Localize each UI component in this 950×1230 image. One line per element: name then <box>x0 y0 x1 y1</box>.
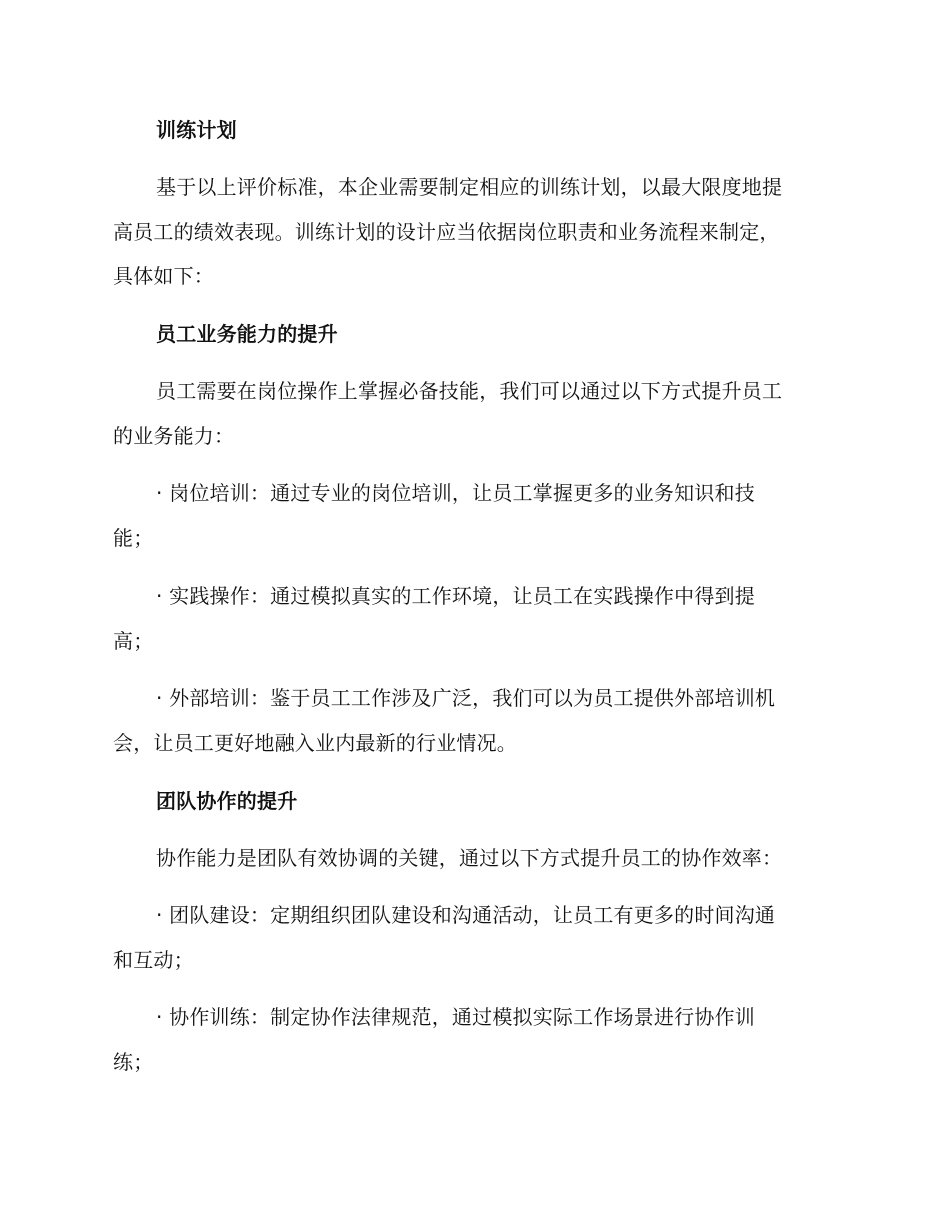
list-item-continuation: 和互动； <box>113 948 194 972</box>
list-item-external-training: · 外部培训：鉴于员工工作涉及广泛，我们可以为员工提供外部培训机 <box>156 686 776 710</box>
heading-business-ability: 员工业务能力的提升 <box>156 322 338 346</box>
list-item-practice: · 实践操作：通过模拟真实的工作环境，让员工在实践操作中得到提 <box>156 584 755 608</box>
list-item-continuation: 能； <box>113 526 154 550</box>
paragraph-line: 协作能力是团队有效协调的关键，通过以下方式提升员工的协作效率： <box>156 846 783 870</box>
list-item-collaboration-training: · 协作训练：制定协作法律规范，通过模拟实际工作场景进行协作训 <box>156 1005 755 1029</box>
paragraph-line: 基于以上评价标准，本企业需要制定相应的训练计划，以最大限度地提 <box>156 175 783 199</box>
list-item-job-training: · 岗位培训：通过专业的岗位培训，让员工掌握更多的业务知识和技 <box>156 481 755 505</box>
heading-team-collaboration: 团队协作的提升 <box>156 789 298 813</box>
list-item-continuation: 高； <box>113 629 154 653</box>
paragraph-line: 的业务能力： <box>113 424 235 448</box>
list-item-team-building: · 团队建设：定期组织团队建设和沟通活动，让员工有更多的时间沟通 <box>156 903 776 927</box>
heading-training-plan: 训练计划 <box>156 118 237 142</box>
paragraph-line: 高员工的绩效表现。训练计划的设计应当依据岗位职责和业务流程来制定， <box>113 220 780 244</box>
paragraph-line: 员工需要在岗位操作上掌握必备技能，我们可以通过以下方式提升员工 <box>156 379 783 403</box>
list-item-continuation: 会，让员工更好地融入业内最新的行业情况。 <box>113 731 517 755</box>
paragraph-line: 具体如下： <box>113 264 214 288</box>
list-item-continuation: 练； <box>113 1050 154 1074</box>
